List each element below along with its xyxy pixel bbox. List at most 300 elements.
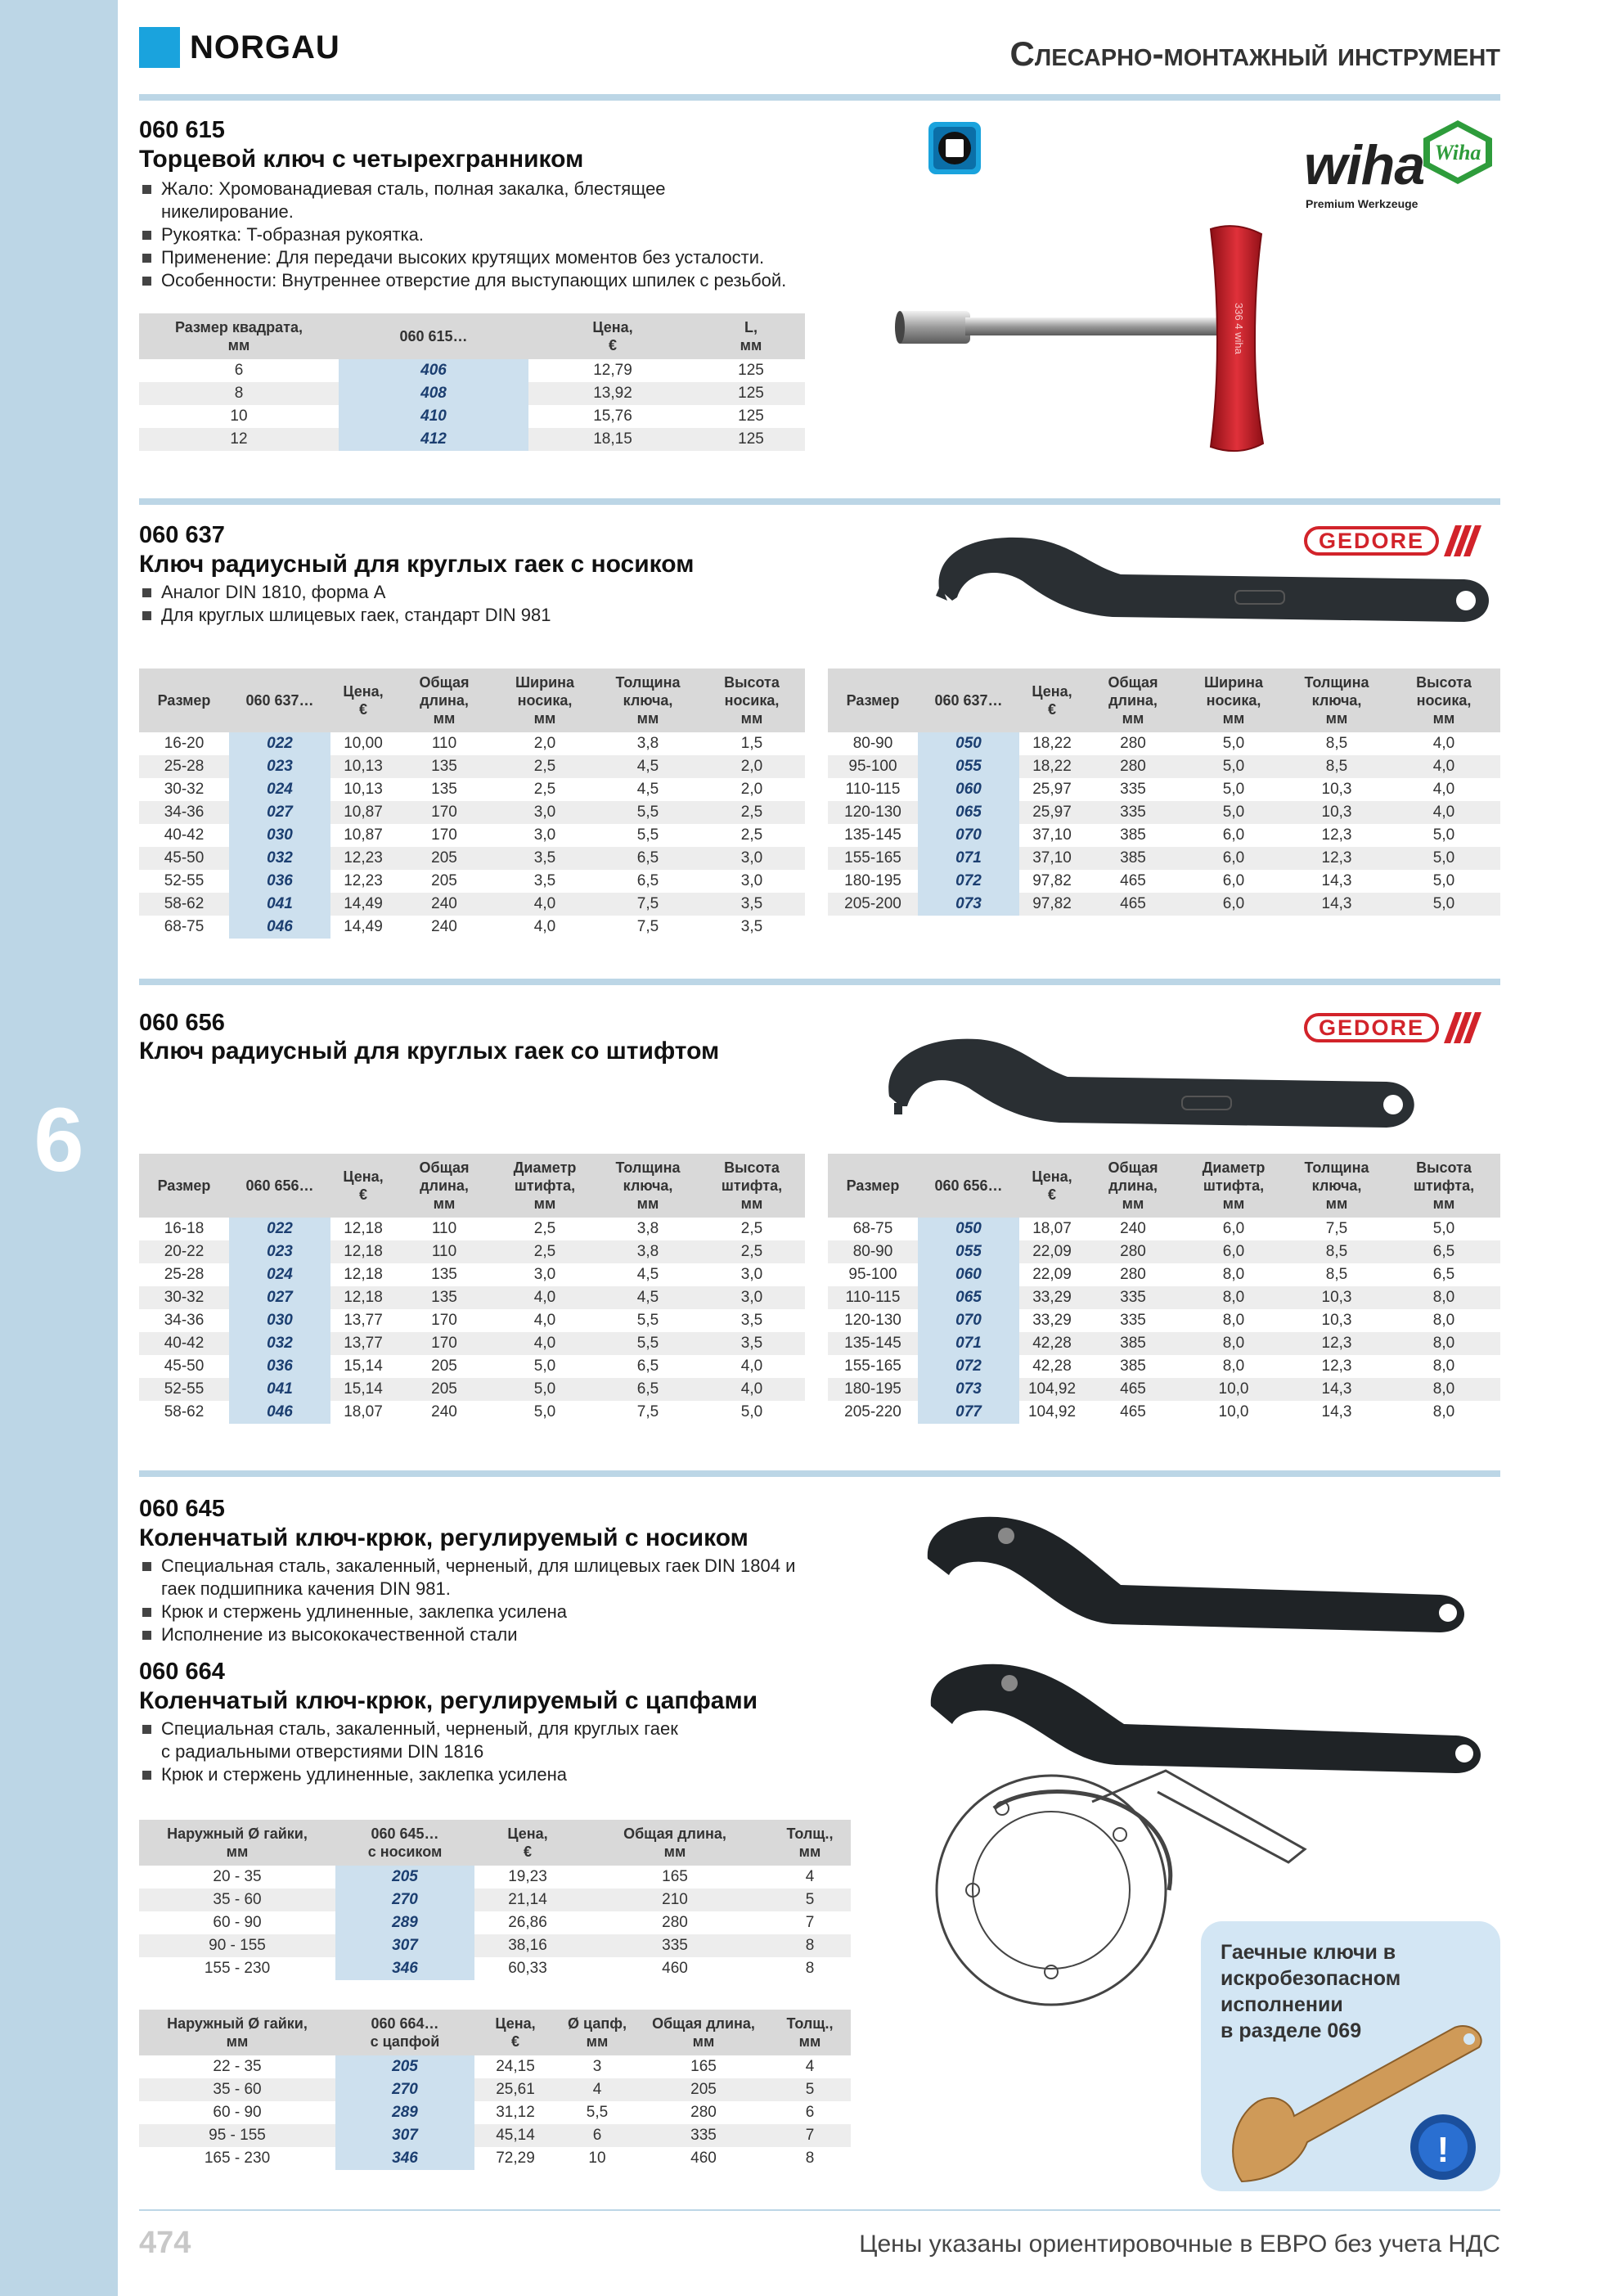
table-cell: 40-42	[139, 1332, 229, 1355]
article-number-cell: 270	[335, 1889, 474, 1911]
adjustable-hook-spanners-image	[916, 1510, 1489, 1788]
table-cell: 8,5	[1286, 1240, 1387, 1263]
promo-line: в разделе 069	[1221, 2019, 1362, 2042]
table-row	[828, 1240, 1500, 1263]
table-cell: 335	[1085, 1286, 1181, 1309]
wiha-emblem-icon	[1422, 119, 1494, 186]
table-cell: 280	[1120, 735, 1146, 752]
article-number-cell: 205	[335, 2055, 474, 2078]
feature-list	[139, 178, 786, 292]
table-cell: 95 - 155	[139, 2124, 335, 2147]
column-header: Общая длина, мм	[581, 1820, 769, 1866]
table-row	[828, 801, 1500, 824]
article-number-cell: 408	[339, 382, 528, 405]
table-row	[828, 1332, 1500, 1355]
table-cell: 5,0	[1432, 1220, 1455, 1237]
table-cell: 13,77	[330, 1332, 396, 1355]
hook-spanner-pin-image	[879, 1031, 1436, 1141]
table-cell: 465	[1085, 893, 1181, 916]
table-row	[139, 732, 805, 755]
table-cell: 10,87	[330, 801, 396, 824]
article-number-cell: 307	[335, 1934, 474, 1957]
column-header: Высота штифта, мм	[1387, 1154, 1500, 1218]
article-number-cell: 036	[229, 1355, 330, 1378]
article-number-cell: 036	[229, 870, 330, 893]
promo-line: Гаечные ключи в	[1221, 1941, 1396, 1964]
table-cell: 104,92	[1027, 1403, 1077, 1420]
table-cell: 155-165	[828, 847, 918, 870]
table-cell: 8	[805, 2150, 815, 2167]
article-number-cell: 030	[229, 1309, 330, 1332]
table-cell: 104,92	[1019, 1378, 1085, 1401]
table-row	[139, 1866, 851, 1889]
spec-table	[139, 313, 805, 451]
article-number-cell: 032	[229, 847, 330, 870]
table-cell: 110-115	[828, 1286, 918, 1309]
column-header: 060 637…	[229, 669, 330, 732]
table-cell: 4	[556, 2078, 638, 2101]
table-cell: 205	[638, 2078, 769, 2101]
table-cell: 3,5	[492, 847, 597, 870]
table-cell: 280	[1120, 1266, 1146, 1283]
table-cell: 14,49	[330, 893, 396, 916]
section-divider	[139, 498, 1500, 505]
table-cell: 5,0	[533, 1403, 556, 1420]
table-row	[139, 1934, 851, 1957]
table-row	[139, 778, 805, 801]
hook-spanner-nose-image	[933, 532, 1497, 630]
table-cell: 12,18	[344, 1220, 383, 1237]
table-row	[139, 1355, 805, 1378]
table-cell: 125	[738, 362, 764, 379]
table-cell: 8,5	[1325, 1266, 1348, 1283]
page-title: Слесарно-монтажный инструмент	[1009, 34, 1500, 73]
table-cell: 80-90	[852, 735, 893, 752]
table-cell: 170	[431, 826, 457, 844]
table-row	[139, 1240, 805, 1263]
article-number-cell: 307	[335, 2124, 474, 2147]
table-cell: 8,0	[1181, 1286, 1286, 1309]
article-number-cell: 289	[335, 1911, 474, 1934]
column-header: Толщина ключа, мм	[597, 1154, 699, 1218]
table-cell: 460	[662, 1960, 688, 1977]
table-cell: 3	[592, 2058, 602, 2075]
table-cell: 4,0	[533, 1312, 556, 1329]
table-cell: 12,3	[1286, 1332, 1387, 1355]
table-cell: 25,97	[1032, 781, 1072, 798]
feature-item: никелирование.	[161, 201, 294, 222]
table-cell: 26,86	[508, 1914, 547, 1931]
gedore-wordmark: GEDORE	[1304, 1013, 1439, 1042]
feature-item: с радиальными отверстиями DIN 1816	[161, 1741, 484, 1762]
table-row	[828, 1218, 1500, 1240]
gedore-stripes-icon	[1444, 1012, 1481, 1043]
article-number-cell: 065	[918, 801, 1019, 824]
table-row	[139, 382, 805, 405]
table-cell: 24,15	[496, 2058, 535, 2075]
table-cell: 52-55	[139, 1378, 229, 1401]
spec-table-left	[139, 669, 805, 939]
table-cell: 33,29	[1032, 1312, 1072, 1329]
table-cell: 205-220	[844, 1403, 901, 1420]
table-cell: 16-20	[164, 735, 205, 752]
table-cell: 2,5	[740, 1220, 763, 1237]
table-cell: 97,82	[1019, 893, 1085, 916]
table-cell: 80-90	[828, 1240, 918, 1263]
table-cell: 22,09	[1019, 1240, 1085, 1263]
brand-square-icon	[139, 27, 180, 68]
product-title: Ключ радиусный для круглых гаек со штифтом	[139, 1038, 720, 1065]
table-cell: 3,5	[699, 893, 805, 916]
table-cell: 110	[431, 1220, 457, 1237]
table-cell: 205	[431, 1357, 457, 1375]
table-cell: 14,49	[344, 918, 383, 935]
table-cell: 7	[769, 2124, 851, 2147]
table-cell: 6,0	[1222, 826, 1245, 844]
feature-list	[139, 581, 551, 627]
table-cell: 12,79	[593, 362, 632, 379]
table-cell: 45-50	[139, 847, 229, 870]
svg-text:Wiha: Wiha	[1434, 141, 1481, 164]
table-cell: 4,5	[597, 755, 699, 778]
table-cell: 460	[690, 2150, 717, 2167]
table-cell: 25-28	[164, 1266, 205, 1283]
table-cell: 25,97	[1019, 801, 1085, 824]
article-number-cell: 073	[918, 1378, 1019, 1401]
table-row	[828, 893, 1500, 916]
promo-box[interactable]	[1201, 1921, 1500, 2191]
table-cell: 240	[431, 1403, 457, 1420]
table-cell: 4,0	[740, 1357, 763, 1375]
table-cell: 5	[769, 1889, 851, 1911]
table-cell: 8,0	[1432, 1403, 1455, 1420]
footer-divider	[139, 2209, 1500, 2211]
column-header: Общая длина, мм	[1085, 669, 1181, 732]
column-header: Общая длина, мм	[396, 669, 492, 732]
table-cell: 8	[805, 1960, 815, 1977]
article-number-cell: 024	[229, 778, 330, 801]
table-cell: 3,5	[699, 1332, 805, 1355]
table-cell: 38,16	[474, 1934, 581, 1957]
table-cell: 4,0	[492, 1286, 597, 1309]
table-cell: 20 - 35	[213, 1868, 262, 1885]
column-header: Высота носика, мм	[1387, 669, 1500, 732]
article-number-cell: 032	[229, 1332, 330, 1355]
product-code: 060 645	[139, 1496, 225, 1522]
table-cell: 60 - 90	[213, 2104, 262, 2121]
table-cell: 14,3	[1286, 893, 1387, 916]
t-handle-socket-wrench-image	[892, 213, 1268, 458]
table-cell: 125	[738, 407, 764, 425]
table-row	[139, 1911, 851, 1934]
column-header: 060 656…	[918, 1154, 1019, 1218]
table-cell: 110	[396, 1240, 492, 1263]
table-cell: 6,5	[1432, 1266, 1455, 1283]
table-cell: 4,0	[1432, 735, 1455, 752]
table-cell: 135	[431, 1266, 457, 1283]
table-cell: 12,3	[1286, 847, 1387, 870]
column-header: Общая длина, мм	[396, 1154, 492, 1218]
product-title: Коленчатый ключ-крюк, регулируемый с цапфами	[139, 1687, 758, 1714]
table-cell: 22,09	[1032, 1266, 1072, 1283]
table-row	[828, 1286, 1500, 1309]
table-cell: 6	[234, 362, 244, 379]
table-cell: 6,0	[1222, 1220, 1245, 1237]
table-cell: 170	[396, 1332, 492, 1355]
table-cell: 2,0	[699, 755, 805, 778]
square-socket-icon	[927, 120, 982, 176]
table-row	[828, 1309, 1500, 1332]
column-header: Наружный Ø гайки, мм	[139, 1820, 335, 1866]
table-cell: 180-195	[844, 872, 901, 889]
table-cell: 205	[396, 1378, 492, 1401]
table-cell: 30-32	[164, 781, 205, 798]
table-cell: 8,0	[1387, 1378, 1500, 1401]
product-title: Ключ радиусный для круглых гаек с носиком	[139, 551, 695, 578]
table-cell: 4,0	[492, 893, 597, 916]
column-header: Размер	[139, 669, 229, 732]
table-cell: 5,0	[1432, 872, 1455, 889]
table-cell: 35 - 60	[139, 1889, 335, 1911]
article-number-cell: 073	[918, 893, 1019, 916]
article-number-cell: 065	[918, 1286, 1019, 1309]
column-header: 060 664… с цапфой	[335, 2010, 474, 2055]
column-header: 060 637…	[918, 669, 1019, 732]
table-row	[139, 755, 805, 778]
feature-item: Специальная сталь, закаленный, черненый, для круглых гаек	[139, 1717, 678, 1740]
table-cell: 12,23	[330, 847, 396, 870]
column-header: 060 645… с носиком	[335, 1820, 474, 1866]
table-row	[139, 2055, 851, 2078]
table-cell: 10,3	[1321, 781, 1352, 798]
table-cell: 6,5	[1387, 1240, 1500, 1263]
table-cell: 72,29	[496, 2150, 535, 2167]
table-cell: 18,15	[528, 428, 697, 451]
table-cell: 18,22	[1032, 735, 1072, 752]
table-cell: 35 - 60	[139, 2078, 335, 2101]
table-cell: 135-145	[844, 826, 901, 844]
article-number-cell: 023	[229, 755, 330, 778]
table-cell: 21,14	[474, 1889, 581, 1911]
table-row	[139, 1263, 805, 1286]
table-cell: 4,5	[636, 1266, 659, 1283]
column-header: Диаметр штифта, мм	[1181, 1154, 1286, 1218]
table-cell: 37,10	[1019, 847, 1085, 870]
table-row	[139, 1332, 805, 1355]
column-header: Размер	[139, 1154, 229, 1218]
table-cell: 240	[1120, 1220, 1146, 1237]
table-cell: 6,5	[636, 872, 659, 889]
column-header: 060 656…	[229, 1154, 330, 1218]
table-cell: 5,5	[636, 826, 659, 844]
table-row	[828, 732, 1500, 755]
article-number-cell: 270	[335, 2078, 474, 2101]
table-cell: 10,3	[1286, 801, 1387, 824]
table-cell: 68-75	[852, 1220, 893, 1237]
table-cell: 2,5	[533, 781, 556, 798]
table-cell: 8,0	[1222, 1312, 1245, 1329]
table-row	[139, 2078, 851, 2101]
table-row	[828, 847, 1500, 870]
wiha-tagline: Premium Werkzeuge	[1306, 197, 1418, 210]
article-number-cell: 046	[229, 1401, 330, 1424]
article-number-cell: 027	[229, 1286, 330, 1309]
feature-item: Для круглых шлицевых гаек, стандарт DIN 981	[139, 604, 551, 627]
table-cell: 5,0	[1222, 781, 1245, 798]
spec-table	[139, 1820, 851, 1980]
table-cell: 1,5	[740, 735, 763, 752]
table-row	[139, 1286, 805, 1309]
table-row	[828, 1401, 1500, 1424]
feature-item: Жало: Хромованадиевая сталь, полная закалка, блестящее	[139, 178, 786, 200]
table-cell: 5	[769, 2078, 851, 2101]
column-header: Наружный Ø гайки, мм	[139, 2010, 335, 2055]
table-cell: 4,0	[1387, 801, 1500, 824]
table-cell: 5,0	[533, 1357, 556, 1375]
table-cell: 97,82	[1032, 872, 1072, 889]
feature-item: Рукоятка: T-образная рукоятка.	[139, 223, 786, 246]
table-cell: 385	[1085, 1332, 1181, 1355]
column-header: Цена, €	[474, 1820, 581, 1866]
table-cell: 3,0	[492, 801, 597, 824]
table-cell: 180-195	[828, 1378, 918, 1401]
section-divider	[139, 979, 1500, 985]
article-number-cell: 055	[918, 1240, 1019, 1263]
table-cell: 2,0	[533, 735, 556, 752]
product-code: 060 637	[139, 522, 225, 548]
table-cell: 5,0	[492, 1378, 597, 1401]
column-header: Ширина носика, мм	[1181, 669, 1286, 732]
table-cell: 165	[662, 1868, 688, 1885]
feature-item: Применение: Для передачи высоких крутящих моментов без усталости.	[139, 246, 786, 269]
table-cell: 5,0	[1181, 801, 1286, 824]
table-cell: 2,0	[740, 781, 763, 798]
table-cell: 335	[1085, 801, 1181, 824]
article-number-cell: 070	[918, 824, 1019, 847]
table-cell: 8,0	[1222, 1357, 1245, 1375]
table-cell: 14,3	[1286, 1378, 1387, 1401]
table-cell: 10	[588, 2150, 606, 2167]
column-header: Ø цапф, мм	[556, 2010, 638, 2055]
article-number-cell: 024	[229, 1263, 330, 1286]
table-cell: 3,8	[597, 1240, 699, 1263]
column-header: Диаметр штифта, мм	[492, 1154, 597, 1218]
table-cell: 5,0	[1181, 755, 1286, 778]
table-row	[139, 428, 805, 451]
table-cell: 205	[431, 872, 457, 889]
table-cell: 15,14	[344, 1357, 383, 1375]
table-cell: 4,0	[1387, 755, 1500, 778]
column-header: Ширина носика, мм	[492, 669, 597, 732]
table-cell: 3,0	[740, 1266, 763, 1283]
table-cell: 12,18	[330, 1286, 396, 1309]
table-cell: 13,77	[344, 1312, 383, 1329]
article-number-cell: 030	[229, 824, 330, 847]
table-cell: 3,0	[699, 1286, 805, 1309]
table-cell: 95-100	[828, 755, 918, 778]
feature-item: гаек подшипника качения DIN 981.	[161, 1578, 451, 1599]
table-cell: 240	[431, 918, 457, 935]
table-cell: 110-115	[845, 781, 901, 798]
section-divider	[139, 1470, 1500, 1477]
table-cell: 8,5	[1286, 755, 1387, 778]
table-row	[139, 893, 805, 916]
svg-text:!: !	[1436, 2130, 1450, 2170]
feature-item: Особенности: Внутреннее отверстие для выступающих шпилек с резьбой.	[139, 269, 786, 292]
table-row	[139, 1401, 805, 1424]
article-number-cell: 410	[339, 405, 528, 428]
table-cell: 90 - 155	[139, 1934, 335, 1957]
table-cell: 10,0	[1181, 1378, 1286, 1401]
table-cell: 10,13	[330, 755, 396, 778]
article-number-cell: 050	[918, 732, 1019, 755]
table-cell: 3,5	[740, 1312, 763, 1329]
table-cell: 335	[1120, 781, 1146, 798]
brand-name: NORGAU	[190, 29, 340, 65]
product-code: 060 664	[139, 1659, 225, 1685]
product-title: Коленчатый ключ-крюк, регулируемый с носиком	[139, 1524, 749, 1551]
column-header: L, мм	[697, 313, 805, 359]
article-number-cell: 060	[918, 778, 1019, 801]
table-cell: 4	[805, 2058, 815, 2075]
table-cell: 5,0	[1222, 735, 1245, 752]
table-cell: 15,76	[593, 407, 632, 425]
article-number-cell: 072	[918, 870, 1019, 893]
table-cell: 8,5	[1325, 735, 1348, 752]
article-number-cell: 022	[229, 732, 330, 755]
table-cell: 2,5	[533, 1220, 556, 1237]
table-cell: 10,3	[1321, 1312, 1352, 1329]
table-cell: 45,14	[474, 2124, 556, 2147]
product-code: 060 615	[139, 117, 225, 143]
table-cell: 5,5	[597, 801, 699, 824]
article-number-cell: 406	[339, 359, 528, 382]
table-cell: 4,0	[533, 918, 556, 935]
table-row	[139, 2147, 851, 2170]
column-header: 060 615…	[339, 313, 528, 359]
article-number-cell: 070	[918, 1309, 1019, 1332]
table-cell: 60,33	[508, 1960, 547, 1977]
column-header: Толщ., мм	[769, 1820, 851, 1866]
table-cell: 2,5	[492, 755, 597, 778]
table-cell: 7,5	[636, 918, 659, 935]
table-cell: 4,0	[699, 1378, 805, 1401]
brand-logo	[139, 27, 340, 68]
wiha-wordmark: wiha	[1304, 134, 1425, 196]
column-header: Размер	[828, 669, 918, 732]
table-row	[139, 870, 805, 893]
table-cell: 335	[1120, 1312, 1146, 1329]
table-row	[139, 1957, 851, 1980]
table-cell: 2,5	[699, 1240, 805, 1263]
table-cell: 95-100	[848, 1266, 897, 1283]
column-header: Высота штифта, мм	[699, 1154, 805, 1218]
table-cell: 2,5	[740, 826, 763, 844]
spec-table	[139, 2010, 851, 2170]
table-cell: 7,5	[636, 1403, 659, 1420]
table-cell: 8,0	[1387, 1332, 1500, 1355]
table-cell: 33,29	[1019, 1286, 1085, 1309]
column-header: Толщина ключа, мм	[1286, 1154, 1387, 1218]
table-cell: 2,5	[492, 1240, 597, 1263]
table-cell: 18,07	[344, 1403, 383, 1420]
table-cell: 5,0	[1387, 847, 1500, 870]
article-number-cell: 060	[918, 1263, 1019, 1286]
table-cell: 6,5	[597, 1378, 699, 1401]
table-cell: 30-32	[139, 1286, 229, 1309]
table-cell: 3,8	[636, 735, 659, 752]
table-cell: 5,0	[1387, 893, 1500, 916]
